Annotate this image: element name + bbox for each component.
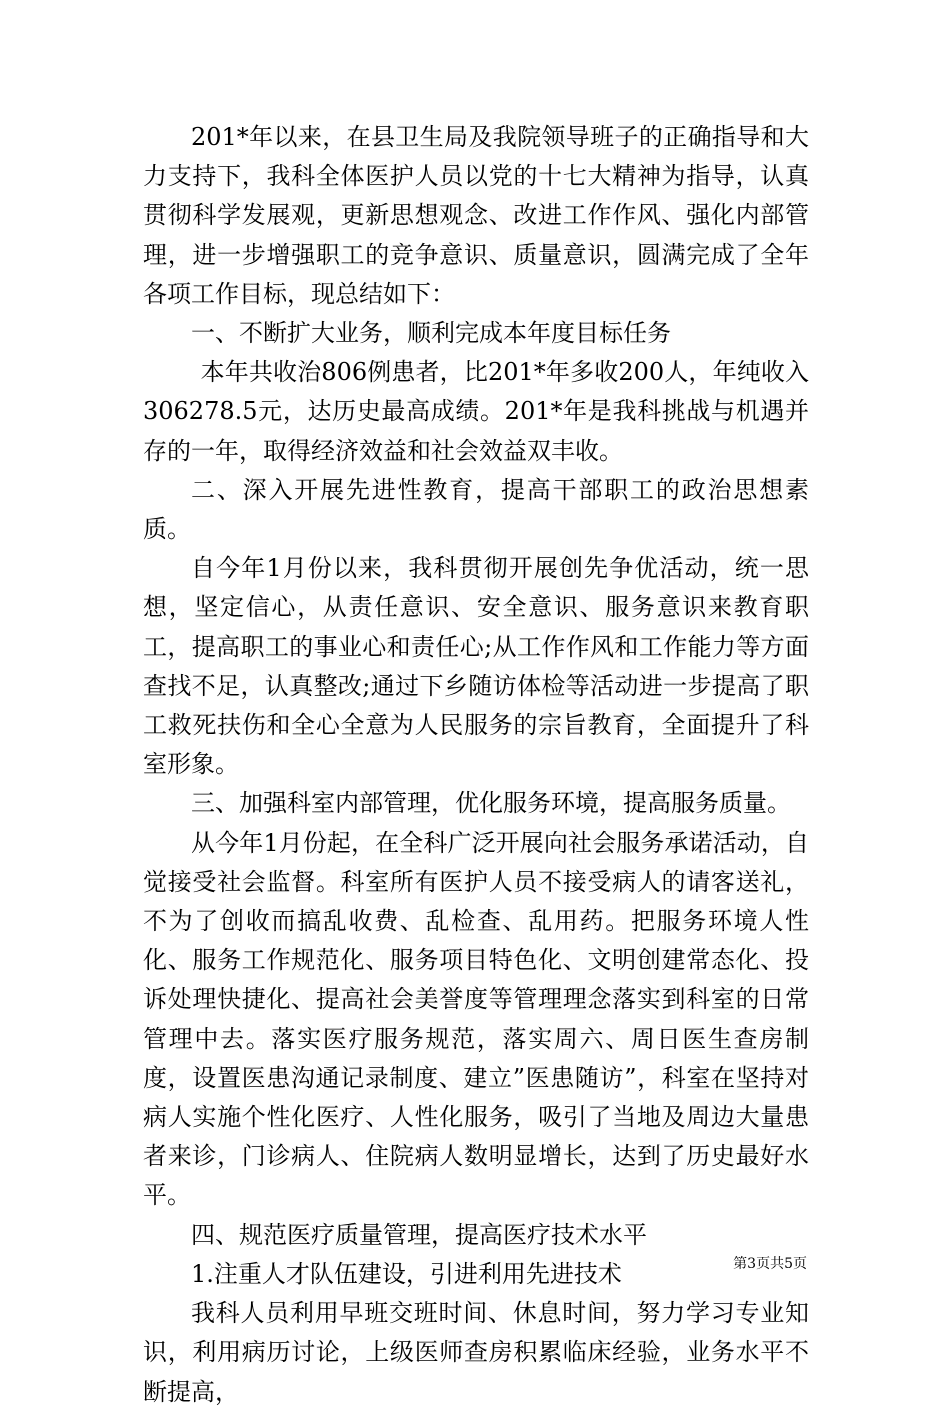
section-heading-1: 一、不断扩大业务，顺利完成本年度目标任务 <box>191 319 671 348</box>
paragraph-intro: 201*年以来，在县卫生局及我院领导班子的正确指导和大力支持下，我科全体医护人员以党的十七大精神为指导，认真贯彻科学发展观，更新思想观念、改进工作作风、强化内部管理，进一步增强职工的竞争意识、质量意识，圆满完成了全年各项工作目标，现总结如下： <box>143 123 809 308</box>
document-body <box>143 118 809 1412</box>
section-heading-3: 三、加强科室内部管理，优化服务环境，提高服务质量。 <box>191 789 791 818</box>
section-heading-4: 四、规范医疗质量管理，提高医疗技术水平 <box>191 1220 647 1249</box>
paragraph-section-2: 自今年1月份以来，我科贯彻开展创先争优活动，统一思想，坚定信心，从责任意识、安全意识、服务意识来教育职工，提高职工的事业心和责任心;从工作作风和工作能力等方面查找不足，认真整改;通过下乡随访体检等活动进一步提高了职工救死扶伤和全心全意为人民服务的宗旨教育，全面提升了科室形象。 <box>143 554 809 779</box>
section-heading-2: 二、深入开展先进性教育，提高干部职工的政治思想素质。 <box>143 475 809 544</box>
page-number: 第3页共5页 <box>733 1256 807 1272</box>
paragraph-section-3: 从今年1月份起，在全科广泛开展向社会服务承诺活动，自觉接受社会监督。科室所有医护人员不接受病人的请客送礼，不为了创收而搞乱收费、乱检查、乱用药。把服务环境人性化、服务工作规范化、服务项目特色化、文明创建常态化、投诉处理快捷化、提高社会美誉度等管理理念落实到科室的日常管理中去。落实医疗服务规范，落实周六、周日医生查房制度，设置医患沟通记录制度、建立”医患随访”，科室在坚持对病人实施个性化医疗、人性化服务，吸引了当地及周边大量患者来诊，门诊病人、住院病人数明显增长，达到了历史最好水平。 <box>143 828 809 1210</box>
paragraph-section-1: 本年共收治806例患者，比201*年多收200人，年纯收入306278.5元，达历史最高成绩。201*年是我科挑战与机遇并存的一年，取得经济效益和社会效益双丰收。 <box>143 358 809 465</box>
subsection-heading-4-1: 1.注重人才队伍建设，引进利用先进技术 <box>191 1259 622 1288</box>
paragraph-section-4-1: 我科人员利用早班交班时间、休息时间，努力学习专业知识，利用病历讨论，上级医师查房积累临床经验，业务水平不断提高， <box>143 1299 809 1406</box>
